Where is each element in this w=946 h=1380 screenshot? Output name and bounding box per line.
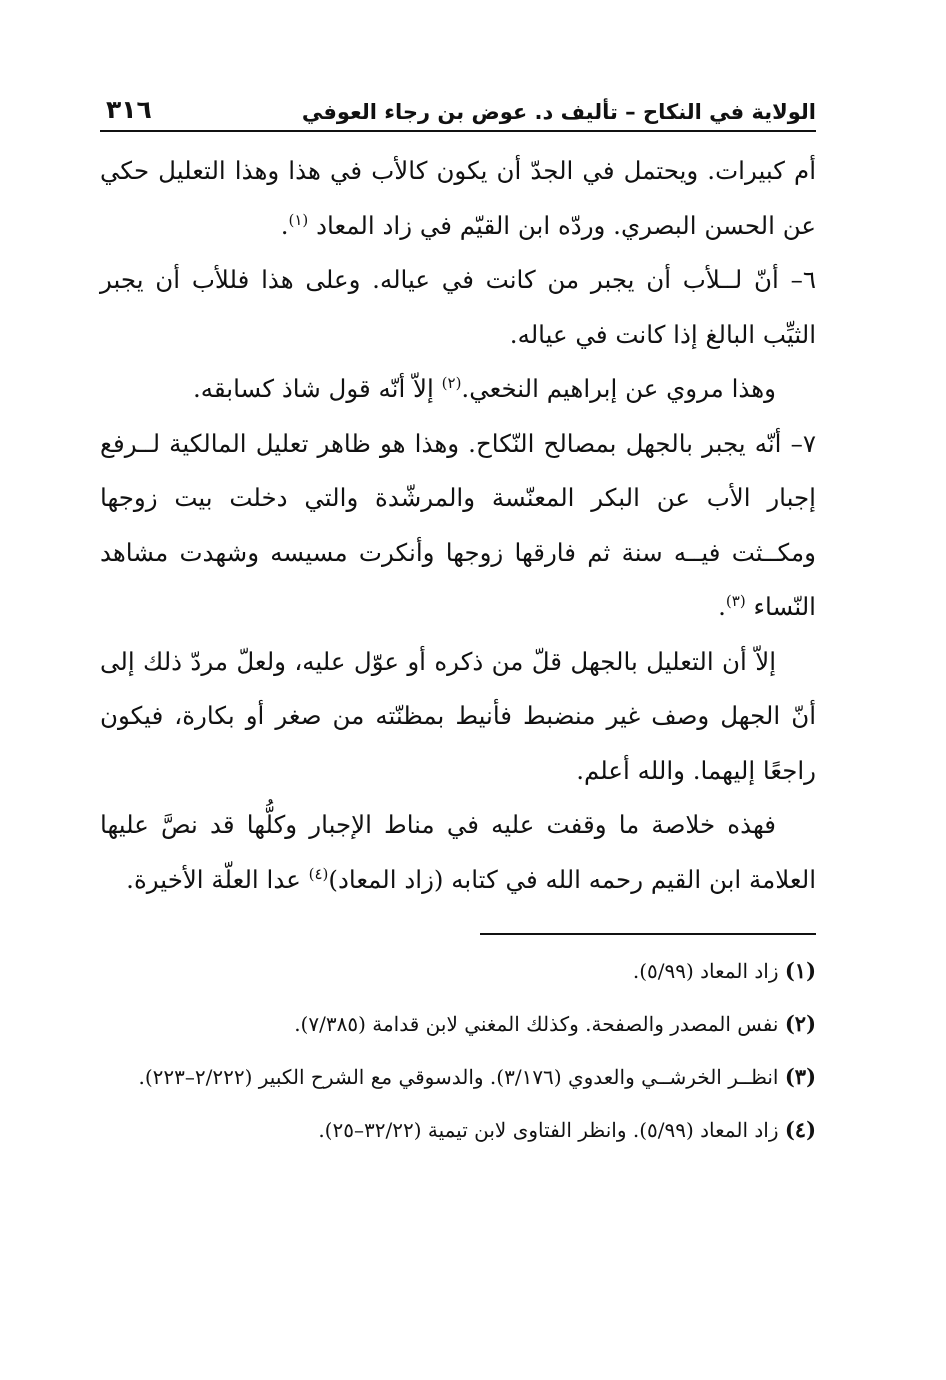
footnote-number: (٤) xyxy=(784,1117,816,1142)
paragraph-6 xyxy=(100,798,816,907)
paragraph-text: أم كبيرات. ويحتمل في الجدّ أن يكون كالأب في هذا وهذا التعليل حكي عن الحسن البصري. وردّه ابن القيّم في زاد المعاد xyxy=(100,156,816,240)
paragraph-tail: عدا العلّة الأخيرة. xyxy=(126,864,309,894)
footnote-1 xyxy=(100,949,816,993)
footnote-text: نفس المصدر والصفحة. وكذلك المغني لابن قدامة (٧/٣٨٥). xyxy=(294,1012,779,1036)
paragraph-tail: . xyxy=(718,592,726,621)
footnote-ref-3[interactable]: (٣) xyxy=(725,591,746,610)
paragraph-tail: . xyxy=(280,210,289,240)
paragraph-3 xyxy=(100,362,816,417)
footnote-text: زاد المعاد (٥/٩٩). xyxy=(632,959,779,983)
footnote-ref-4[interactable]: (٤) xyxy=(308,864,329,883)
footnote-text: انظــر الخرشــي والعدوي (٣/١٧٦). والدسوقي مع الشرح الكبير (٢/٢٢٢–٢٢٣). xyxy=(138,1065,779,1089)
footnote-4 xyxy=(100,1108,816,1152)
footnote-2 xyxy=(100,1002,816,1046)
footnote-ref-1[interactable]: (١) xyxy=(288,210,309,229)
paragraph-text: وهذا مروي عن إبراهيم النخعي. xyxy=(461,374,776,403)
book-page xyxy=(100,95,816,1161)
footnote-text: زاد المعاد (٥/٩٩). وانظر الفتاوى لابن تيمية (٣٢/٢٢–٢٥). xyxy=(318,1118,779,1142)
paragraph-5 xyxy=(100,635,816,799)
footnote-separator xyxy=(480,933,816,935)
paragraph-text: ٦– أنّ لــلأب أن يجبر من كانت في عياله. وعلى هذا فللأب أن يجبر الثيِّب البالغ إذا كانت في عياله. xyxy=(100,265,816,349)
paragraph-4 xyxy=(100,417,816,635)
paragraph-text: فهذه خلاصة ما وقفت عليه في مناط الإجبار وكلُّها قد نصَّ عليها العلامة ابن القيم رحمه الله في كتابه (زاد المعاد) xyxy=(100,810,816,894)
footnote-3 xyxy=(100,1055,816,1099)
footnote-number: (٣) xyxy=(784,1064,816,1089)
body-text xyxy=(100,144,816,907)
page-number: ٣١٦ xyxy=(106,95,152,124)
footnote-ref-2[interactable]: (٢) xyxy=(441,373,462,392)
paragraph-text: ٧– أنّه يجبر بالجهل بمصالح النّكاح. وهذا هو ظاهر تعليل المالكية لــرفع إجبار الأب عن البكر المعنّسة والمرشّدة والتي دخلت بيت زوجها ومكــثت فيــه سنة ثم فارقها زوجها وأنكرت مسيسه وشهدت مشاهد النّساء xyxy=(100,428,816,621)
paragraph-text: إلاّ أن التعليل بالجهل قلّ من ذكره أو عوّل عليه، ولعلّ مردّ ذلك إلى أنّ الجهل وصف غير منضبط فأنيط بمظنّته من صغر أو بكارة، فيكون راجعًا إليهما. والله أعلم. xyxy=(100,646,816,785)
footnotes xyxy=(100,949,816,1152)
running-header xyxy=(100,95,816,132)
paragraph-1 xyxy=(100,144,816,253)
paragraph-2 xyxy=(100,253,816,362)
paragraph-tail: إلاّ أنّه قول شاذ كسابقه. xyxy=(192,374,442,403)
header-title: الولاية في النكاح – تأليف د. عوض بن رجاء العوفي xyxy=(301,100,816,124)
footnote-number: (٢) xyxy=(784,1011,816,1036)
footnote-number: (١) xyxy=(784,958,816,983)
